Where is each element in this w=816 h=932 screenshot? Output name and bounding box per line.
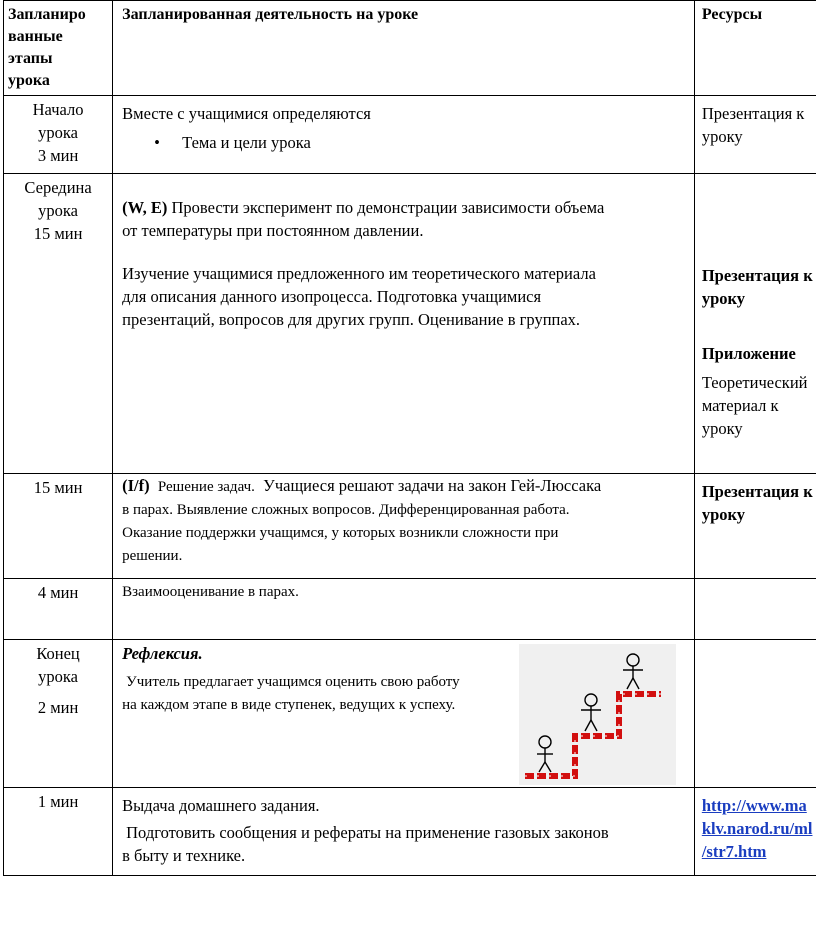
bullet-item (154, 131, 686, 154)
resource-link[interactable]: /str7.htm (701, 842, 767, 861)
header-stages-line: Запланиро (8, 6, 86, 23)
stage-line: 4 мин (37, 583, 79, 602)
table-row (4, 640, 816, 788)
header-stages-line: этапы (8, 50, 53, 67)
activity-paragraph (122, 196, 686, 219)
lesson-plan-table (3, 0, 816, 876)
header-stages (4, 1, 113, 96)
activity-text: в быту и технике. (122, 846, 246, 865)
activity-text: Выдача домашнего задания. (122, 796, 320, 815)
activity-cell (113, 788, 695, 876)
activity-code: (W, E) (122, 198, 168, 217)
resource-line: Презентация к (701, 482, 813, 501)
bullet-dot-icon: • (154, 133, 160, 152)
stage-line: 1 мин (37, 792, 79, 811)
activity-text: Провести эксперимент по демонстрации зависимости объема (171, 198, 605, 217)
table-row (4, 474, 816, 579)
bullet-text: Тема и цели урока (182, 133, 311, 152)
activity-cell (113, 640, 695, 788)
resource-link[interactable]: http://www.ma (701, 796, 807, 815)
activity-text: Взаимооценивание в парах. (122, 584, 299, 600)
resource-line: Приложение (701, 344, 796, 363)
resource-line: уроку (701, 289, 746, 308)
resource-line: Теоретический (701, 373, 808, 392)
reflection-title: Рефлексия. (122, 644, 203, 663)
header-activity: Запланированная деятельность на уроке (113, 1, 695, 96)
activity-cell (113, 174, 695, 474)
activity-text: Подготовить сообщения и рефераты на применение газовых законов (126, 823, 609, 842)
stage-cell (4, 788, 113, 876)
activity-cell (113, 579, 695, 640)
stage-cell (4, 96, 113, 174)
stick-figures-on-stairs-illustration (519, 644, 676, 785)
stage-line: 15 мин (33, 224, 83, 243)
stage-cell (4, 174, 113, 474)
resources-cell (694, 640, 816, 788)
table-header-row (4, 1, 816, 96)
activity-text: презентаций, вопросов для других групп. Оценивание в группах. (122, 310, 581, 329)
resource-line: уроку (701, 419, 743, 438)
activity-text: в парах. Выявление сложных вопросов. Дифференцированная работа. (122, 502, 570, 518)
stage-cell (4, 640, 113, 788)
stage-line: Конец (36, 644, 80, 663)
activity-text: на каждом этапе в виде ступенек, ведущих к успеху. (122, 697, 456, 713)
stage-line: урока (38, 667, 78, 686)
stage-line: урока (38, 123, 78, 142)
activity-text: Учащиеся решают задачи на закон Гей-Люссака (263, 476, 602, 495)
activity-text: решении. (122, 548, 183, 564)
stage-line: 3 мин (37, 146, 79, 165)
resources-cell (694, 174, 816, 474)
stage-line: Середина (24, 178, 92, 197)
activity-text: для описания данного изопроцесса. Подготовка учащимися (122, 287, 542, 306)
activity-text: от температуры при постоянном давлении. (122, 221, 424, 240)
stage-line: 15 мин (33, 478, 83, 497)
resources-cell (694, 579, 816, 640)
header-stages-line: урока (8, 72, 50, 89)
resource-line: уроку (701, 505, 746, 524)
resources-cell (694, 788, 816, 876)
stage-cell (4, 579, 113, 640)
activity-text: Учитель предлагает учащимся оценить свою работу (126, 674, 460, 690)
activity-cell (113, 96, 695, 174)
table-row (4, 579, 816, 640)
resources-cell (694, 474, 816, 579)
resource-line: материал к (701, 396, 779, 415)
activity-paragraph (122, 474, 686, 499)
table-row (4, 96, 816, 174)
resource-link[interactable]: klv.narod.ru/ml (701, 819, 813, 838)
stage-cell (4, 474, 113, 579)
table-row (4, 174, 816, 474)
header-resources: Ресурсы (694, 1, 816, 96)
resource-line: Презентация к (701, 266, 813, 285)
activity-cell (113, 474, 695, 579)
stage-line: урока (38, 201, 78, 220)
stage-line: Начало (32, 100, 84, 119)
table-row (4, 788, 816, 876)
activity-code: (I/f) (122, 476, 150, 495)
activity-text: Оказание поддержки учащимся, у которых возникли сложности при (122, 525, 559, 541)
resource-line: уроку (701, 127, 743, 146)
stage-line: 2 мин (37, 698, 79, 717)
resource-line: Презентация к (701, 104, 805, 123)
header-stages-line: ванные (8, 28, 63, 45)
activity-text: Вместе с учащимися определяются (122, 104, 371, 123)
activity-text: Изучение учащимися предложенного им теоретического материала (122, 264, 596, 283)
resources-cell (694, 96, 816, 174)
activity-text: Решение задач. (157, 479, 255, 495)
